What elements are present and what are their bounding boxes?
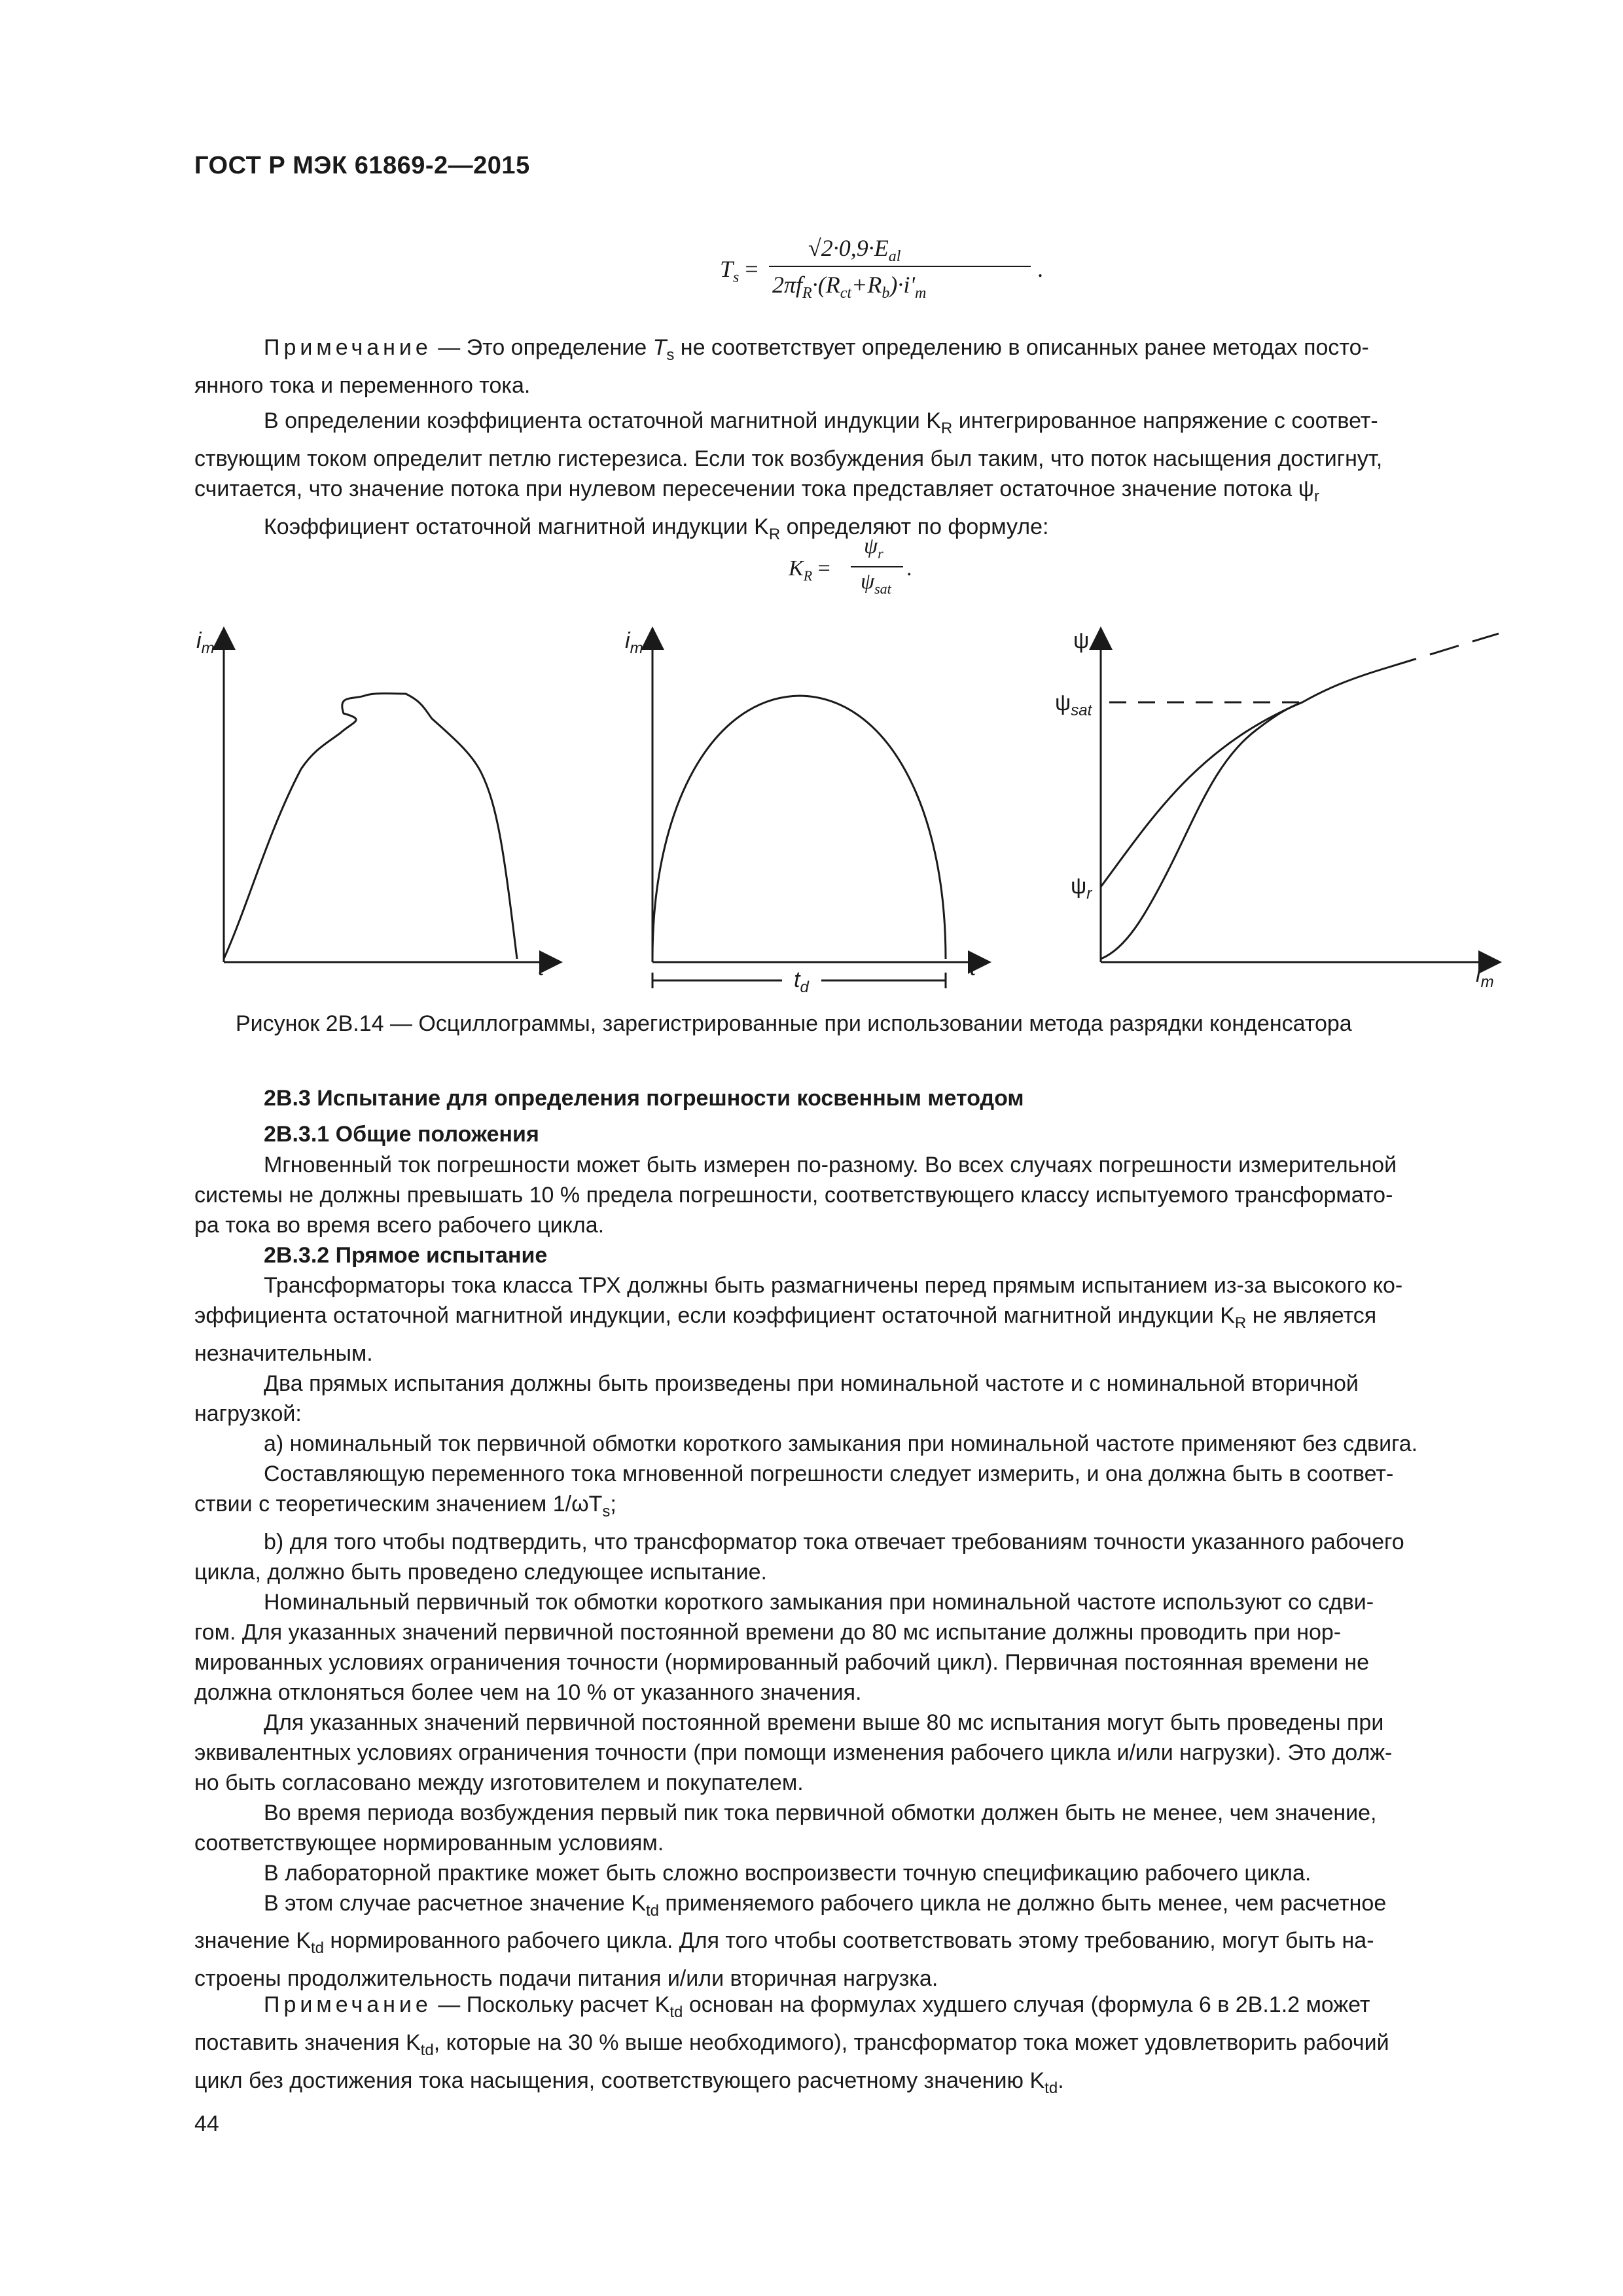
graph-3: [1101, 634, 1499, 962]
subsection-2-heading: 2В.3.2 Прямое испытание: [264, 1243, 548, 1268]
graph-2-curve: [652, 696, 946, 959]
graph-3-upper-curve: [1101, 668, 1387, 887]
graph-1: [224, 636, 553, 962]
section-heading: 2В.3 Испытание для определения погрешности косвенным методом: [264, 1086, 1024, 1111]
graph-3-extension: [1387, 634, 1499, 668]
graph-2-span-label: $t_d$: [794, 967, 809, 996]
subsection-1-heading: 2В.3.1 Общие положения: [264, 1122, 539, 1147]
figure-caption: Рисунок 2В.14 — Осциллограммы, зарегистрированные при использовании метода разрядки конденсатора: [236, 1011, 1352, 1036]
subsection-1-body: Мгновенный ток погрешности может быть измерен по-разному. Во всех случаях погрешности измерительной системы не должны превышать 10 % предела погрешности, соответствующего классу испытуемого трансформато- ра тока во время всего рабочего цикла.: [194, 1153, 1397, 1238]
note-1: Примечание — Это определение $T_s$ не соответствует определению в описанных ранее методах посто- янного тока и переменного тока.: [194, 335, 1369, 398]
graph-3-lower-curve: [1101, 702, 1302, 959]
graph-3-x-label: $i_m$: [1476, 962, 1494, 991]
graph-3-r-label: $\psi_r$: [1071, 874, 1092, 903]
graph-1-x-label: t: [538, 956, 544, 980]
subsection-2-body: Трансформаторы тока класса ТРХ должны быть размагничены перед прямым испытанием из-за высокого ко- эффициента остаточной магнитной индукции, если коэффициент остаточной магнитной индукции $K_R$ не является незначительным. Два прямых испытания должны быть произведены при номинальной частоте и с номинальной вторичной нагрузкой: а) номинальный ток первичной обмотки короткого замыкания при номинальной частоте применяют без сдвига. Составляющую переменного тока мгновенной погрешности следует измерить, и она должна быть в соответ- ствии с теоретическим значением $1/\omega T_s$; b) для того чтобы подтвердить, что трансформатор тока отвечает требованиям точности указанного рабочего цикла, должно быть проведено следующее испытание. Номинальный первичный ток обмотки короткого замыкания при номинальной частоте используют со сдви- гом. Для указанных значений первичной постоянной времени до 80 мс испытание должны проводить при нор- мированных условиях ограничения точности (нормированный рабочий цикл). Первичная постоянная времени не должна отклоняться более чем на 10 % от указанного значения. Для указанных значений первичной постоянной времени выше 80 мс испытания могут быть проведены при эквивалентных условиях ограничения точности (при помощи изменения рабочего цикла и/или нагрузки). Это долж- но быть согласовано между изготовителем и покупателем. Во время периода возбуждения первый пик тока первичной обмотки должен быть не менее, чем значение, соответствующее нормированным условиям. В лабораторной практике может быть сложно воспроизвести точную спецификацию рабочего цикла. В этом случае расчетное значение $K_{td}$ применяемого рабочего цикла не должно быть менее, чем расчетное значение $K_{td}$ нормированного рабочего цикла. Для того чтобы соответствовать этому требованию, могут быть на- строены продолжительность подачи питания и/или вторичная нагрузка.: [194, 1273, 1418, 1992]
document-header: ГОСТ Р МЭК 61869-2—2015: [194, 152, 530, 179]
page-number: 44: [194, 2111, 219, 2136]
graph-2-y-label: $i_m$: [625, 628, 643, 657]
graph-1-y-label: $i_m$: [196, 628, 215, 657]
paragraph-kr: В определении коэффициента остаточной магнитной индукции $K_R$ интегрированное напряжение с соответ- ствующим током определит петлю гистерезиса. Если ток возбуждения был таким, что поток насыщения достигнут, считается, что значение потока при нулевом пересечении тока представляет остаточное значение потока $\psi_r$ Коэффициент остаточной магнитной индукции $K_R$ определяют по формуле:: [194, 408, 1383, 543]
oscillogram-figure: [183, 615, 1531, 1008]
graph-2: [652, 636, 982, 988]
note-2: Примечание — Поскольку расчет $K_{td}$ основан на формулах худшего случая (формула 6 в 2В.1.2 может поставить значения $K_{td}$, которые на 30 % выше необходимого), трансформатор тока может удовлетворить рабочий цикл без достижения тока насыщения, соответствующего расчетному значению $K_{td}$.: [194, 1992, 1389, 2097]
graph-2-x-label: t: [970, 956, 976, 980]
formula-ts: $T_s$ = $√2\cdot 0,9\cdot E_{al}$ $2\pi f_R\cdot(R_{ct}+R_b)\cdot i'_m$ .: [720, 235, 1043, 302]
formula-kr: $K_R$ = $\psi_r$ . $\psi_{sat}$: [789, 534, 912, 597]
graph-3-sat-label: $\psi_{sat}$: [1055, 691, 1092, 719]
graph-3-y-label: ψ: [1073, 628, 1090, 653]
graph-1-curve: [224, 694, 517, 960]
